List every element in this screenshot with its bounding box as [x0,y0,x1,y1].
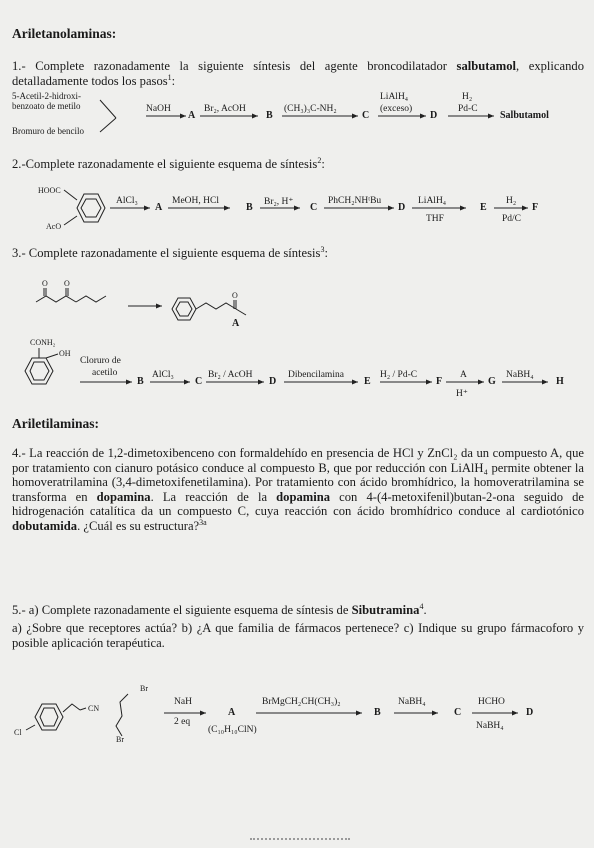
q1-reagent-4-bottom: (exceso) [380,104,413,114]
q1-reagent-1: NaOH [146,104,171,114]
q3-reagent-6-bottom: H⁺ [456,389,468,399]
q2-substituent-aco: AcO [46,222,62,231]
q3-label-A: A [232,318,240,329]
q1-reagent-3: (CH₃)₃C-NH₂ [284,104,337,114]
q3-reagent-1-line2: acetilo [92,368,118,378]
q1-reagent-5-bottom: Pd-C [458,104,478,114]
q3-label-D: D [269,376,277,387]
q2-reagent-3: Br₂, H⁺ [264,197,294,207]
q2-substituent-hooc: HOOC [38,186,61,195]
q4-ref: 3a [199,517,207,527]
q2-reagent-2: MeOH, HCl [172,196,219,206]
q2-reagent-4: PhCH₂NHᵗBu [328,196,382,206]
q5-A-formula: (C₁₀H₁₀ClN) [208,725,257,735]
q5-reagent-1-top: NaH [174,697,192,707]
q3-label-E: E [364,376,371,387]
q1-text-post: , explicando detalladamente todos los pasos [12,59,584,88]
q5-nitrile: CN [88,704,100,713]
q4-bold-1: dopamina [96,489,151,504]
q3-reagent-2: AlCl₃ [152,370,174,380]
q2-label-F: F [532,202,539,213]
q5-reagent-4-bottom: NaBH₄ [476,721,504,731]
q5-bromine-1: Br [140,684,148,693]
q5-bromine-2: Br [116,735,124,744]
q4-bold-3: dobutamida [12,518,78,533]
q2-reagent-5-bottom: THF [426,214,444,224]
q5-reagent-2: BrMgCH₂CH(CH₃)₂ [262,697,341,707]
q2-reagent-6-top: H₂ [506,196,517,206]
q1-label-A: A [188,110,196,121]
q3-sm-oh: OH [59,349,71,358]
q4-text-2: . La reacción de la [150,489,277,504]
q2-label-C: C [310,202,318,213]
q1-label-C: C [362,110,370,121]
q1-label-B: B [266,110,273,121]
q3-reagent-4: Dibencilamina [288,370,344,380]
q4-text-4: . ¿Cuál es su estructura? [77,518,200,533]
q3-oxygen-2: O [64,279,70,288]
q1-text-bold: salbutamol [456,59,517,73]
q1-start-material-1-line1: 5-Acetil-2-hidroxi- [12,91,81,101]
q4-bold-2: dopamina [276,489,331,504]
q5-label-D: D [526,707,534,718]
q3-text: 3.- Complete razonadamente el siguiente esquema de síntesis [12,246,321,260]
q5-reagent-3: NaBH₄ [398,697,426,707]
q1-reagent-4-top: LiAlH₄ [380,92,409,102]
q1-reagent-5-top: H₂ [462,92,473,102]
q5-text-end: . [423,603,427,617]
q2-label-B: B [246,202,253,213]
q3-label-H: H [556,376,564,387]
q5-chlorine: Cl [14,728,22,737]
q2-reagent-6-bottom: Pd/C [502,214,522,224]
q1-start-material-1-line2: benzoato de metilo [12,101,81,111]
q2-reagent-1: AlCl₃ [116,196,138,206]
q2-reagent-5-top: LiAlH₄ [418,196,447,206]
q3-oxygen-1: O [42,279,48,288]
q3-reagent-6-top: A [460,370,467,380]
q1-text-pre: 1.- Complete razonadamente la siguiente síntesis del agente broncodilatador [12,59,457,73]
q2-text: 2.-Complete razonadamente el siguiente esquema de síntesis [12,157,318,171]
q3-label-C: C [195,376,203,387]
q1-ref: 1 [167,72,172,82]
q3-label-B: B [137,376,144,387]
q3-label-G: G [488,376,496,387]
q3-reagent-1-line1: Cloruro de [80,356,121,366]
q4-text-3: con 4-(4-metoxifenil)butan-2-ona seguido de hidrogenación catalítica da un compuesto C, cuya reacción con ácido bromhídrico conduce al cardiotónico [12,489,585,519]
q3-reagent-7: NaBH₄ [506,370,534,380]
q3-oxygen-3: O [232,291,238,300]
q5-reagent-1-bottom: 2 eq [174,717,191,727]
q1-text-end: : [171,73,176,88]
q3-reagent-3: Br₂ / AcOH [208,370,253,380]
q1-product-salbutamol: Salbutamol [500,110,549,121]
q5-text-pre: 5.- a) Complete razonadamente el siguiente esquema de síntesis de [12,603,352,617]
q2-label-A: A [155,202,163,213]
arrowhead [512,711,518,716]
q2-label-D: D [398,202,406,213]
q3-sm-conh2: CONH₂ [30,338,56,347]
q5-ref: 4 [419,601,424,611]
section-title-ariletilaminas: Ariletilaminas: [12,416,99,431]
q4-text-1: 4.- La reacción de 1,2-dimetoxibenceno con formaldehído en presencia de HCl y ZnCl₂ da un compuesto A, que por tratamiento con cianuro potásico conduce al compuesto B, que por reducción con LiAlH₄ permite obtener la homoveratrilamina (3,4-dimetoxifenetilamina). Por tratamiento con ácido bromhídrico, la homoveratrilamina se transforma en [12,446,584,504]
section-title-ariletanolaminas: Ariletanolaminas: [12,26,117,41]
q3-ref: 3 [320,244,325,254]
q2-label-E: E [480,202,487,213]
q5-label-A: A [228,707,236,718]
q5-label-B: B [374,707,381,718]
q2-ref: 2 [317,155,322,165]
q3-label-F: F [436,376,443,387]
q2-text-end: : [321,157,325,171]
arrowhead [356,711,362,716]
q3-reagent-5: H₂ / Pd-C [380,370,418,380]
arrowhead [432,711,438,716]
q5-label-C: C [454,707,462,718]
page-footer-mark [250,838,350,846]
q3-text-end: : [324,246,328,260]
arrowhead [200,711,206,716]
q5-bold: Sibutramina [351,603,420,617]
q5-reagent-4-top: HCHO [478,697,505,707]
question-5-subquestions: a) ¿Sobre que receptores actúa? b) ¿A que familia de fármacos pertenece? c) Indique su grupo fármacoforo y posible aplicación terapéutica. [12,621,584,650]
q1-reagent-2: Br₂, AcOH [204,104,246,114]
q1-label-D: D [430,110,438,121]
q1-start-material-2: Bromuro de bencilo [12,126,84,136]
